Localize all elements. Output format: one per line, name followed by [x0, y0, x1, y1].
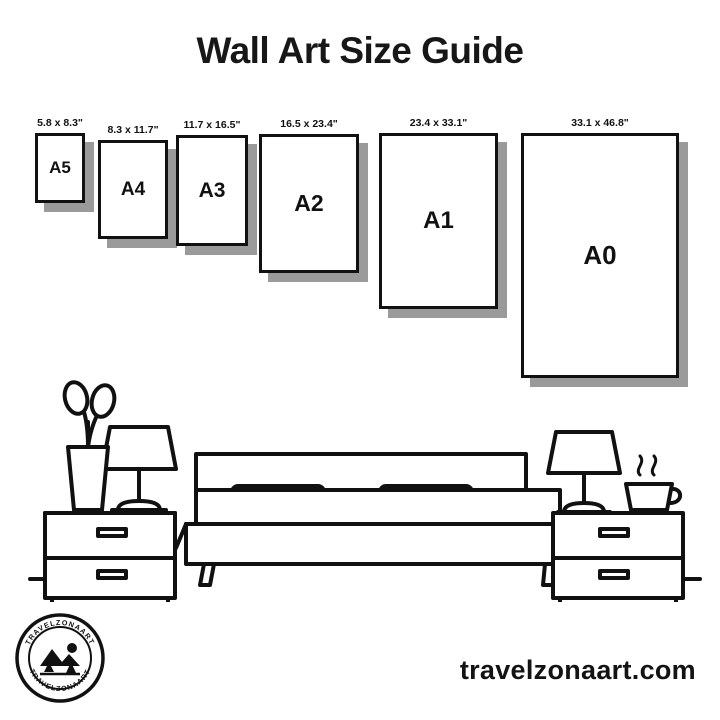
- frame-box: [98, 140, 168, 239]
- frame-box: [176, 135, 248, 246]
- frame-dimension-label: 11.7 x 16.5": [183, 119, 241, 131]
- frame-size-name: A4: [120, 178, 146, 200]
- right-nightstand: [553, 513, 683, 602]
- frame-dimension-label: 33.1 x 46.8": [571, 117, 629, 129]
- frame-dimension-label: 16.5 x 23.4": [280, 118, 338, 130]
- frame-item-a2: [259, 118, 359, 273]
- bedroom-illustration: [0, 372, 720, 602]
- frame-box: [35, 133, 85, 203]
- logo-arc-text-top: TRAVELZONAART: [23, 617, 97, 647]
- frame-size-name: A2: [294, 190, 324, 216]
- bed: [176, 454, 570, 585]
- frame-item-a5: [35, 117, 85, 203]
- frame-box: [521, 133, 679, 378]
- left-table-lamp: [102, 427, 176, 510]
- frame-item-a0: [521, 117, 679, 378]
- frame-size-name: A0: [583, 240, 617, 270]
- frame-size-name: A1: [423, 207, 454, 234]
- frame-box: [259, 134, 359, 273]
- frame-item-a1: [379, 117, 498, 309]
- frame-size-name: A5: [49, 158, 71, 177]
- frame-dimension-label: 23.4 x 33.1": [409, 117, 468, 129]
- bedroom-scene-svg: [0, 372, 720, 602]
- frame-item-a4: [98, 124, 168, 239]
- frame-item-a3: [176, 119, 248, 246]
- frame-dimension-label: 5.8 x 8.3": [37, 117, 83, 129]
- frame-dimension-label: 8.3 x 11.7": [107, 124, 159, 136]
- bed-base: [186, 524, 570, 564]
- frame-box: [379, 133, 498, 309]
- page-title: Wall Art Size Guide: [196, 30, 524, 71]
- logo-arc-text-bottom: TRAVELZONAART: [27, 667, 93, 694]
- website-url: travelzonaart.com: [459, 655, 696, 685]
- coffee-cup: [626, 456, 680, 510]
- frame-size-name: A3: [198, 178, 226, 202]
- brand-logo-svg: [14, 612, 106, 704]
- svg-text:TRAVELZONAART: [28, 667, 93, 693]
- brand-logo: [14, 612, 106, 704]
- left-nightstand: [45, 513, 175, 602]
